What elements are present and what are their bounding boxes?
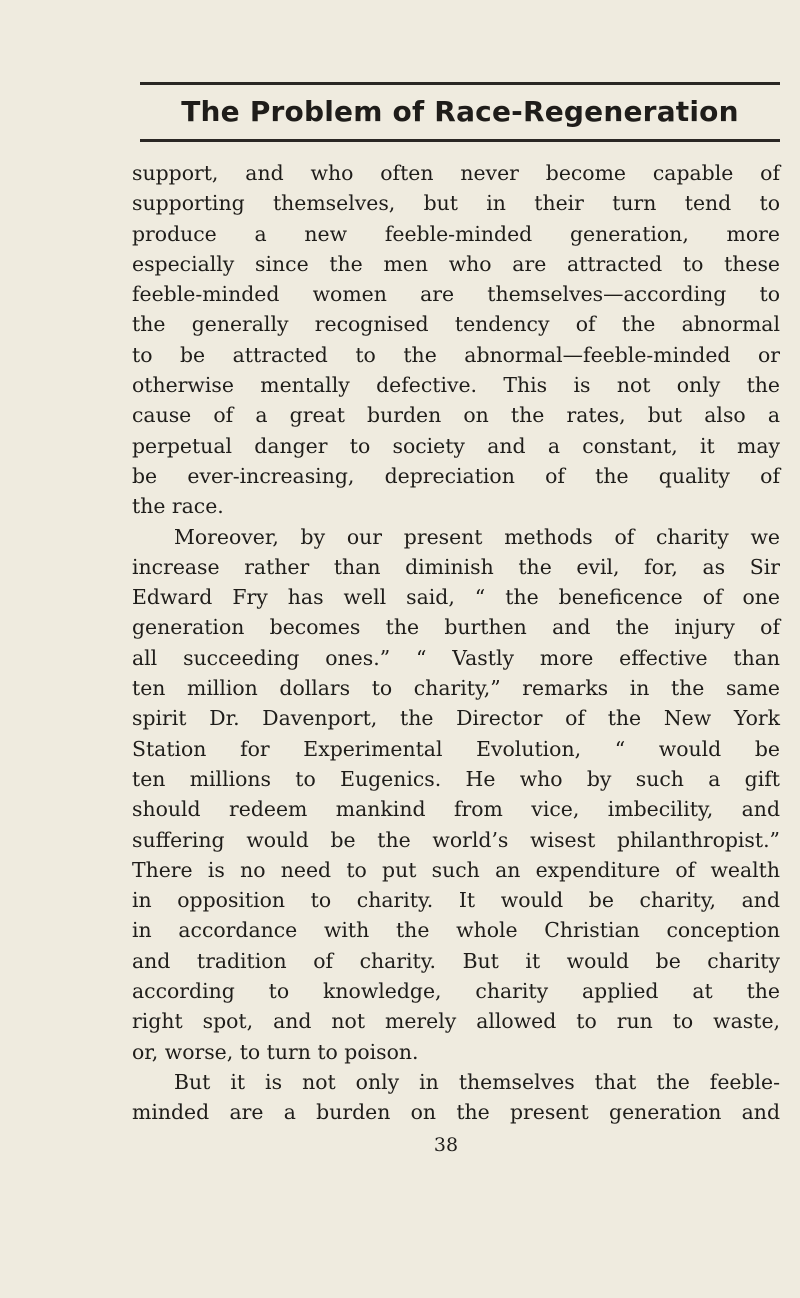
text-line: feeble-minded women are themselves—according to: [132, 282, 780, 307]
body-text: [132, 158, 780, 1128]
text-line: increase rather than diminish the evil, for, as Sir: [132, 554, 780, 579]
text-line: cause of a great burden on the rates, but also a: [132, 403, 780, 428]
text-line: in accordance with the whole Christian conception: [132, 918, 780, 943]
text-line: Station for Experimental Evolution, “ would be: [132, 736, 780, 761]
text-line: ten millions to Eugenics. He who by such a gift: [132, 766, 780, 791]
text-line: spirit Dr. Davenport, the Director of the New York: [132, 706, 780, 731]
text-line: to be attracted to the abnormal—feeble-minded or: [132, 342, 780, 367]
page-number: 38: [433, 1134, 459, 1156]
header-rule-top: [140, 82, 780, 85]
text-line: the race.: [132, 494, 224, 519]
text-line: There is no need to put such an expenditure of wealth: [132, 857, 780, 882]
text-line: according to knowledge, charity applied at the: [132, 979, 780, 1004]
text-line: should redeem mankind from vice, imbecility, and: [132, 797, 780, 822]
text-line: generation becomes the burthen and the injury of: [132, 615, 780, 640]
text-line: in opposition to charity. It would be charity, and: [132, 888, 780, 913]
text-line: especially since the men who are attracted to these: [132, 251, 780, 276]
text-line: Edward Fry has well said, “ the beneficence of one: [132, 585, 780, 610]
text-line: or, worse, to turn to poison.: [132, 1039, 419, 1064]
text-line: suffering would be the world’s wisest philanthropist.”: [132, 827, 780, 852]
text-line: But it is not only in themselves that the feeble-: [174, 1069, 780, 1094]
running-title: The Problem of Race-Regeneration: [181, 95, 739, 128]
header-rule-bottom: [140, 139, 780, 142]
text-line: and tradition of charity. But it would be charity: [132, 948, 780, 973]
text-line: the generally recognised tendency of the abnormal: [132, 312, 780, 337]
text-line: be ever-increasing, depreciation of the quality of: [132, 463, 780, 488]
text-line: supporting themselves, but in their turn tend to: [132, 191, 780, 216]
text-line: support, and who often never become capable of: [132, 161, 780, 185]
text-line: minded are a burden on the present generation and: [132, 1100, 780, 1125]
text-line: ten million dollars to charity,” remarks in the same: [132, 676, 780, 701]
text-line: right spot, and not merely allowed to run to waste,: [132, 1009, 780, 1034]
text-line: all succeeding ones.” “ Vastly more effective than: [132, 645, 780, 670]
text-line: produce a new feeble-minded generation, more: [132, 221, 780, 246]
text-line: Moreover, by our present methods of charity we: [174, 524, 780, 549]
text-line: otherwise mentally defective. This is not only the: [132, 373, 780, 398]
text-line: perpetual danger to society and a constant, it may: [132, 433, 780, 458]
